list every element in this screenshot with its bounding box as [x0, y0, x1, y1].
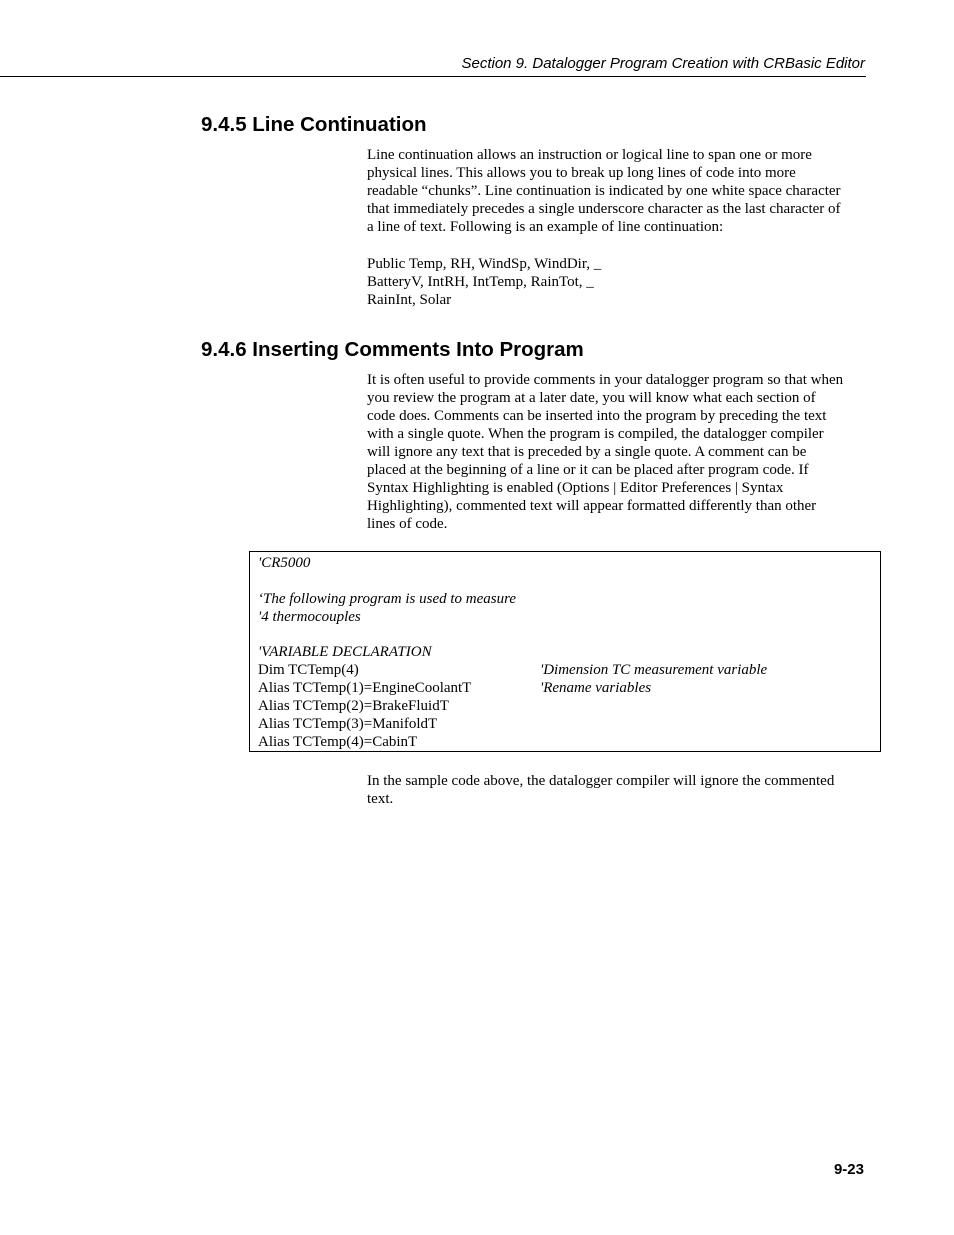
code-inline-comment: 'Rename variables: [540, 680, 652, 696]
running-head: Section 9. Datalogger Program Creation with CRBasic Editor: [461, 55, 865, 72]
text-line: lines of code.: [367, 516, 448, 532]
code-line: Public Temp, RH, WindSp, WindDir, _: [367, 256, 602, 272]
text-line: readable “chunks”. Line continuation is indicated by one white space character: [367, 183, 841, 199]
text-line: placed at the beginning of a line or it can be placed after program code. If: [367, 462, 809, 478]
code-line: BatteryV, IntRH, IntTemp, RainTot, _: [367, 274, 594, 290]
code-comment-line: 'VARIABLE DECLARATION: [258, 644, 432, 660]
text-line: code does. Comments can be inserted into the program by preceding the text: [367, 408, 827, 424]
text-line: It is often useful to provide comments in your datalogger program so that when: [367, 372, 844, 388]
text-line: Line continuation allows an instruction or logical line to span one or more: [367, 147, 812, 163]
page-number: 9-23: [833, 1161, 864, 1178]
code-line: RainInt, Solar: [367, 292, 452, 308]
text-line: you review the program at a later date, you will know what each section of: [367, 390, 816, 406]
text-line: will ignore any text that is preceded by a single quote. A comment can be: [367, 444, 807, 460]
text-line: Highlighting), commented text will appear formatted differently than other: [367, 498, 817, 514]
code-comment-line: 'CR5000: [258, 555, 311, 571]
header-rule: [0, 76, 866, 77]
code-inline-comment: 'Dimension TC measurement variable: [540, 662, 768, 678]
heading-line-continuation: 9.4.5 Line Continuation: [201, 113, 427, 136]
paragraph-line-continuation: [367, 146, 867, 236]
text-line: Syntax Highlighting is enabled (Options | Editor Preferences | Syntax: [367, 480, 784, 496]
text-line: In the sample code above, the datalogger compiler will ignore the commented: [367, 773, 835, 789]
heading-inserting-comments: 9.4.6 Inserting Comments Into Program: [201, 338, 584, 361]
paragraph-after-code: [367, 772, 867, 808]
code-sample-box: [249, 551, 881, 752]
code-comment-line: ‘The following program is used to measure: [258, 591, 517, 607]
text-line: with a single quote. When the program is compiled, the datalogger compiler: [367, 426, 824, 442]
text-line: a line of text. Following is an example of line continuation:: [367, 219, 724, 235]
code-line: Alias TCTemp(4)=CabinT: [258, 734, 418, 750]
code-line: Alias TCTemp(2)=BrakeFluidT: [258, 698, 449, 714]
code-line: Alias TCTemp(1)=EngineCoolantT: [258, 680, 472, 696]
code-line: Alias TCTemp(3)=ManifoldT: [258, 716, 438, 732]
text-line: text.: [367, 791, 394, 807]
text-line: physical lines. This allows you to break up long lines of code into more: [367, 165, 796, 181]
code-comment-line: '4 thermocouples: [258, 609, 361, 625]
code-line: Dim TCTemp(4): [258, 662, 359, 678]
paragraph-inserting-comments: [367, 371, 867, 533]
text-line: that immediately precedes a single underscore character as the last character of: [367, 201, 841, 217]
line-continuation-example: [367, 255, 867, 309]
